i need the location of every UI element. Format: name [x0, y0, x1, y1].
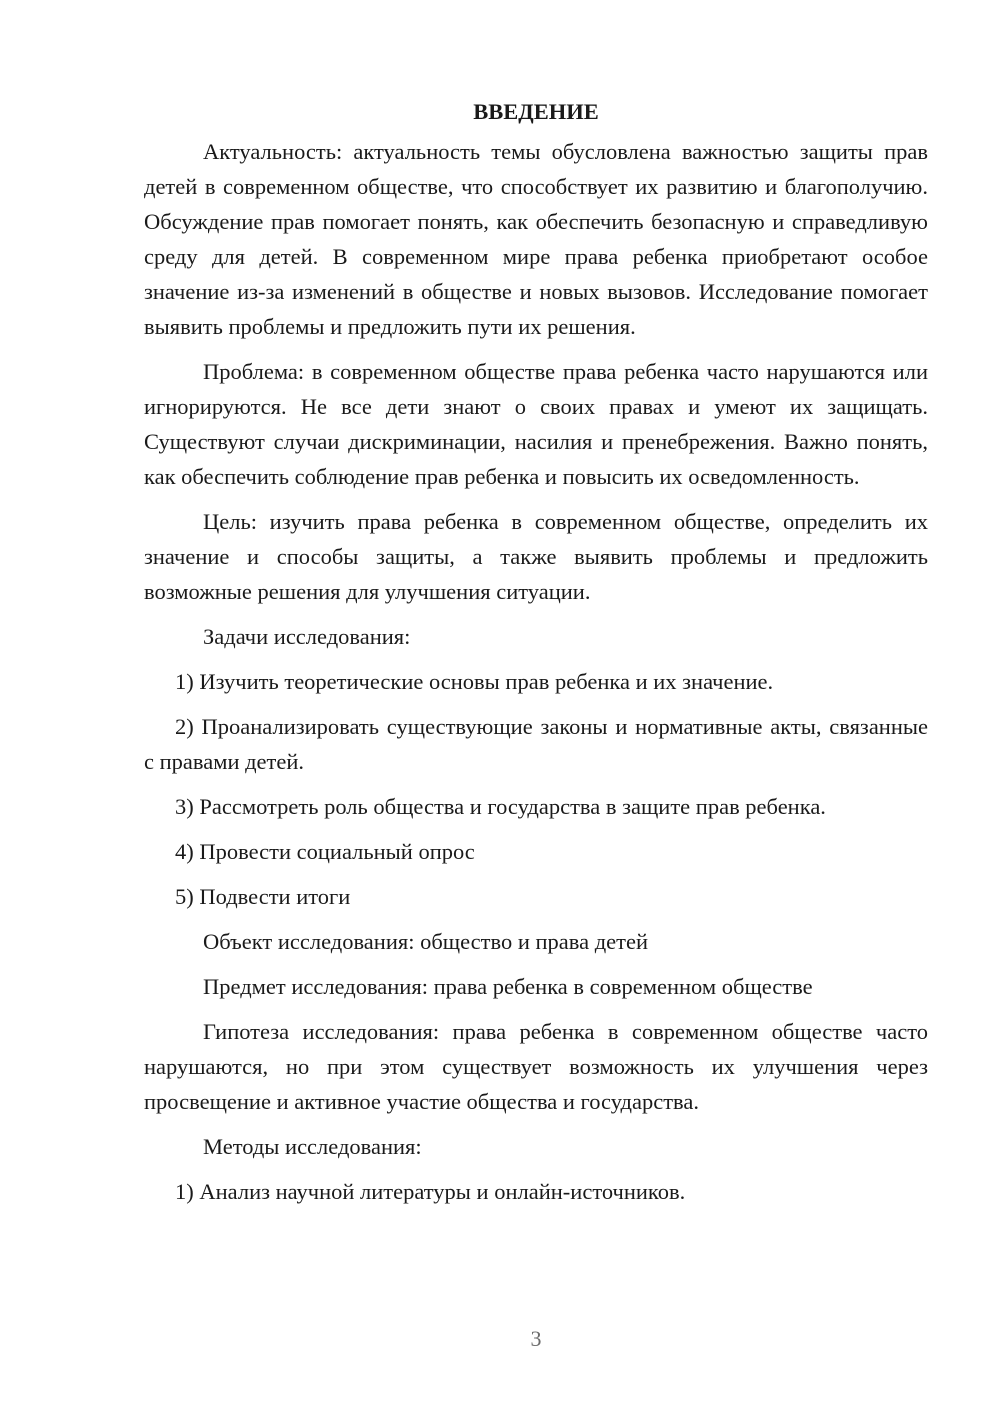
page-number: 3 — [530, 1326, 542, 1351]
problem-paragraph: Проблема: в современном обществе права ребенка часто нарушаются или игнорируются. Не все дети знают о своих правах и умеют их защищать. Существуют случаи дискриминации, насилия и пренебрежения. Важно понять, как обеспечить соблюдение прав ребенка и повысить их осведомленность. — [144, 359, 928, 489]
hypothesis-paragraph: Гипотеза исследования: права ребенка в современном обществе часто нарушаются, но при этом существует возможность их улучшения через просвещение и активное участие общества и государства. — [144, 1019, 928, 1114]
goal-paragraph: Цель: изучить права ребенка в современном обществе, определить их значение и способы защиты, а также выявить проблемы и предложить возможные решения для улучшения ситуации. — [144, 509, 928, 604]
page-title: ВВЕДЕНИЕ — [473, 99, 599, 124]
relevance-paragraph: Актуальность: актуальность темы обусловлена важностью защиты прав детей в современном обществе, что способствует их развитию и благополучию. Обсуждение прав помогает понять, как обеспечить безопасную и справедливую среду для детей. В современном мире права ребенка приобретают особое значение из-за изменений в обществе и новых вызовов. Исследование помогает выявить проблемы и предложить пути их решения. — [144, 139, 928, 339]
page-content — [144, 94, 928, 1219]
task-item-3: 3) Рассмотреть роль общества и государства в защите прав ребенка. — [175, 794, 826, 819]
object-line: Объект исследования: общество и права детей — [203, 929, 649, 954]
tasks-heading: Задачи исследования: — [203, 624, 411, 649]
subject-line: Предмет исследования: права ребенка в современном обществе — [203, 974, 813, 999]
method-item-1: 1) Анализ научной литературы и онлайн-источников. — [175, 1179, 686, 1204]
task-item-1: 1) Изучить теоретические основы прав ребенка и их значение. — [175, 669, 774, 694]
task-item-5: 5) Подвести итоги — [175, 884, 351, 909]
task-item-4: 4) Провести социальный опрос — [175, 839, 475, 864]
methods-heading: Методы исследования: — [203, 1134, 422, 1159]
task-item-2: 2) Проанализировать существующие законы и нормативные акты, связанные с правами детей. — [144, 714, 928, 774]
